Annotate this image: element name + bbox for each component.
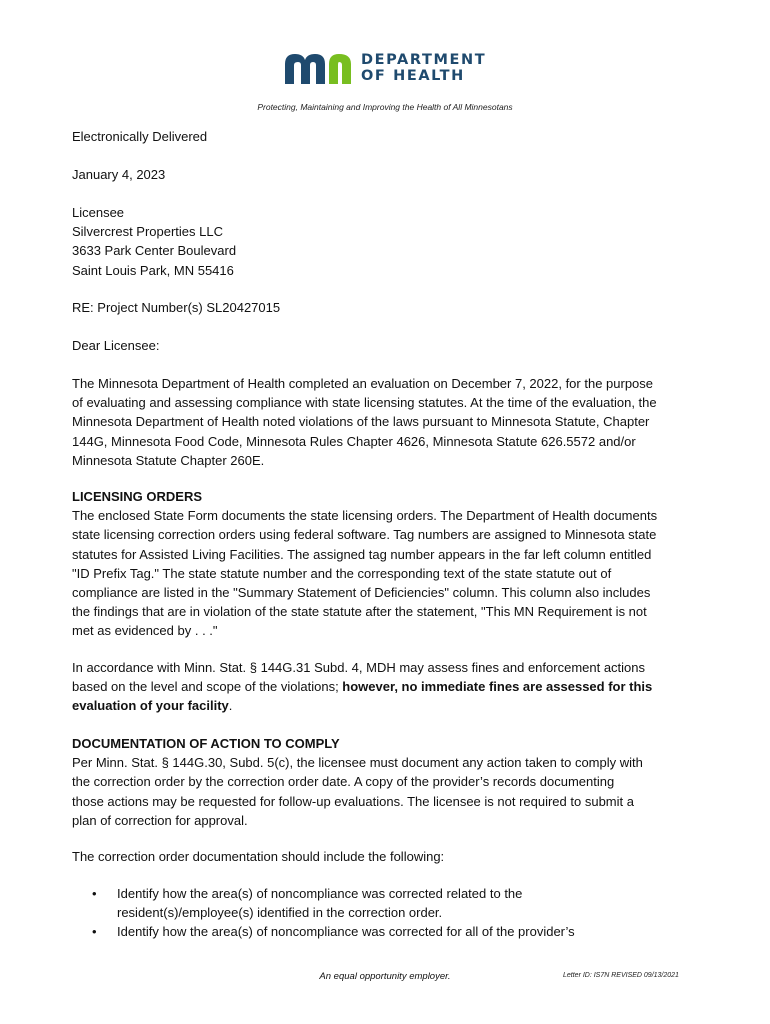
documentation-heading: DOCUMENTATION OF ACTION TO COMPLY: [72, 736, 340, 751]
letter-date: [72, 165, 704, 184]
paragraph-line: of evaluating and assessing compliance with state licensing statutes. At the time of the evaluation, the: [72, 395, 657, 411]
paragraph-line: state licensing correction orders using federal software. Tag numbers are assigned to Minnesota state: [72, 527, 657, 543]
paragraph-line: plan of correction for approval.: [72, 812, 248, 828]
re-text: RE: Project Number(s) SL20427015: [72, 300, 281, 315]
licensing-orders-heading: LICENSING ORDERS: [72, 489, 203, 504]
re-line: [72, 298, 704, 317]
fines-end-text: .: [228, 698, 233, 714]
address-line: Licensee: [72, 205, 125, 220]
recipient-address: [72, 203, 704, 280]
paragraph-line: Per Minn. Stat. § 144G.30, Subd. 5(c), the licensee must document any action taken to comply with: [72, 755, 643, 771]
mn-logo-icon: [283, 50, 355, 86]
mdh-logo: [283, 50, 493, 88]
address-line: 3633 Park Center Boulevard: [72, 243, 237, 259]
footer-equal-opportunity: An equal opportunity employer.: [319, 971, 451, 982]
intro-paragraph: [72, 374, 704, 470]
date-text: January 4, 2023: [72, 167, 166, 182]
paragraph-line: Minnesota Department of Health noted violations of the laws pursuant to Minnesota Statute, Chapter: [72, 414, 650, 430]
delivery-text: Electronically Delivered: [72, 129, 208, 144]
list-intro-text: The correction order documentation should include the following:: [72, 849, 445, 864]
paragraph-line: "ID Prefix Tag." The state statute number and the corresponding text of the state statute out of: [72, 565, 612, 581]
paragraph-line: The enclosed State Form documents the state licensing orders. The Department of Health documents: [72, 508, 658, 524]
logo-line-2: OF HEALTH: [361, 68, 465, 84]
tagline: Protecting, Maintaining and Improving the Health of All Minnesotans: [257, 102, 513, 112]
paragraph-line: those actions may be requested for follow-up evaluations. The licensee is not required to submit a: [72, 793, 634, 809]
list-item: [72, 922, 672, 941]
delivery-method: [72, 127, 704, 146]
bullet-icon: •: [92, 924, 97, 940]
list-item-line: resident(s)/employee(s) identified in the correction order.: [117, 905, 443, 921]
fines-paragraph: [72, 658, 704, 716]
paragraph-line: [72, 677, 704, 696]
fines-plain-text: based on the level and scope of the violations;: [72, 679, 343, 695]
paragraph-line: 144G, Minnesota Food Code, Minnesota Rules Chapter 4626, Minnesota Statute 626.5572 and/or: [72, 433, 636, 449]
fines-bold-text: evaluation of your facility: [72, 698, 229, 714]
list-item: [72, 884, 672, 922]
fines-bold-text: however, no immediate fines are assessed for this: [342, 679, 653, 695]
logo-wordmark: [361, 52, 486, 84]
paragraph-line: In accordance with Minn. Stat. § 144G.31 Subd. 4, MDH may assess fines and enforcement actions: [72, 660, 646, 675]
paragraph-line: the correction order by the correction order date. A copy of the provider’s records documenting: [72, 774, 615, 790]
logo-line-1: DEPARTMENT: [361, 52, 487, 68]
paragraph-line: statutes for Assisted Living Facilities. The assigned tag number appears in the far left column entitled: [72, 546, 652, 562]
address-line: Saint Louis Park, MN 55416: [72, 262, 234, 278]
bullet-icon: •: [92, 886, 97, 901]
list-item-line: Identify how the area(s) of noncompliance was corrected for all of the provider’s: [117, 924, 575, 940]
paragraph-line: The Minnesota Department of Health completed an evaluation on December 7, 2022, for the purpose: [72, 376, 654, 391]
paragraph-line: Minnesota Statute Chapter 260E.: [72, 452, 265, 468]
licensing-orders-section: [72, 487, 704, 641]
salutation: [72, 336, 704, 355]
paragraph-line: the findings that are in violation of the state statute after the statement, "This MN Requirement is not: [72, 604, 647, 620]
paragraph-line: compliance are listed in the "Summary Statement of Deficiencies" column. This column also includes: [72, 585, 651, 601]
documentation-section: [72, 734, 704, 830]
list-item-line: Identify how the area(s) of noncompliance was corrected related to the: [117, 886, 523, 901]
documentation-bullet-list: [72, 884, 672, 942]
paragraph-line: met as evidenced by . . .": [72, 623, 218, 639]
paragraph-line: [72, 696, 704, 715]
footer-letter-id: Letter ID: IS7N REVISED 09/13/2021: [563, 972, 679, 979]
salutation-text: Dear Licensee:: [72, 338, 160, 353]
list-intro: [72, 847, 704, 866]
address-line: Silvercrest Properties LLC: [72, 224, 223, 240]
